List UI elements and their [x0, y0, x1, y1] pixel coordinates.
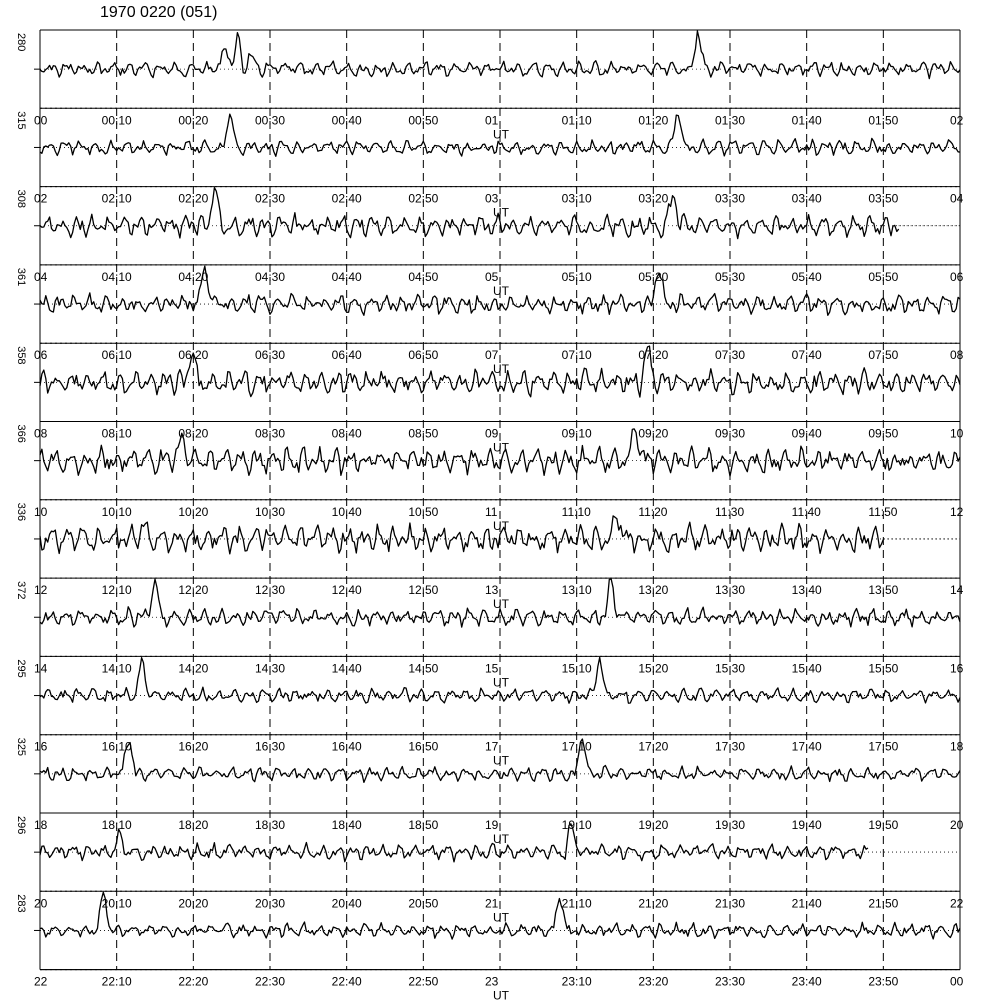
tick-label: 08 — [950, 348, 964, 363]
tick-label: 12 — [34, 583, 48, 598]
tick-label: 01:40 — [791, 113, 822, 128]
tick-label: 18:20 — [178, 818, 209, 832]
tick-label: 00:20 — [178, 113, 209, 128]
axis-unit-label: UT — [493, 597, 509, 612]
tick-label: 20:10 — [101, 896, 132, 911]
tick-label: 07:10 — [561, 348, 592, 363]
tick-label: 22:50 — [408, 974, 439, 989]
tick-label: 09:40 — [791, 426, 822, 441]
tick-label: 03:20 — [638, 191, 669, 206]
tick-label: 21:40 — [791, 896, 822, 911]
tick-label: 15:20 — [638, 661, 669, 676]
tick-label: 14:30 — [255, 661, 286, 676]
tick-label: 16 — [34, 739, 48, 754]
tick-label: 18:40 — [331, 818, 362, 832]
tick-label: 06 — [34, 348, 48, 363]
axis-unit-label: UT — [493, 988, 509, 1000]
tick-label: 03:40 — [791, 191, 822, 206]
tick-label: 23:10 — [561, 974, 592, 989]
row-label: 358 — [15, 346, 27, 365]
row-label: 336 — [15, 502, 27, 522]
tick-label: 23:20 — [638, 974, 669, 989]
tick-label: 19:30 — [715, 818, 746, 832]
tick-label: 07:20 — [638, 348, 669, 363]
tick-label: 20:20 — [178, 896, 209, 911]
tick-label: 22 — [34, 974, 48, 989]
row-label: 315 — [15, 111, 27, 130]
tick-label: 11:30 — [715, 504, 745, 519]
tick-label: 01:30 — [715, 113, 746, 128]
tick-label: 11:20 — [638, 504, 668, 519]
tick-label: 05:50 — [868, 269, 899, 284]
row-label: 280 — [15, 33, 27, 52]
tick-label: 00:50 — [408, 113, 439, 128]
tick-label: 00:30 — [255, 113, 286, 128]
tick-label: 03:30 — [715, 191, 746, 206]
tick-label: 22:20 — [178, 974, 209, 989]
tick-label: 17:30 — [715, 739, 746, 754]
tick-label: 08:30 — [255, 426, 286, 441]
tick-label: 21:50 — [868, 896, 899, 911]
tick-label: 05:20 — [638, 269, 669, 284]
tick-label: 02:10 — [101, 191, 132, 206]
tick-label: 08:20 — [178, 426, 209, 441]
tick-label: 15:40 — [791, 661, 822, 676]
tick-label: 16:20 — [178, 739, 209, 754]
tick-label: 12:50 — [408, 583, 439, 598]
tick-label: 13:40 — [791, 583, 822, 598]
tick-label: 23 — [485, 974, 499, 989]
tick-label: 04 — [950, 191, 964, 206]
axis-unit-label: UT — [493, 832, 509, 846]
tick-label: 10:30 — [255, 504, 286, 519]
tick-label: 09:10 — [561, 426, 592, 441]
tick-label: 12:10 — [101, 583, 132, 598]
axis-unit-label: UT — [493, 753, 509, 768]
tick-label: 09:30 — [715, 426, 746, 441]
tick-label: 10:10 — [101, 504, 132, 519]
tick-label: 15 — [485, 661, 499, 676]
tick-label: 13:10 — [561, 583, 592, 598]
tick-label: 10 — [34, 504, 48, 519]
tick-label: 14:50 — [408, 661, 439, 676]
tick-label: 02:20 — [178, 191, 209, 206]
tick-label: 10:40 — [331, 504, 362, 519]
tick-label: 02 — [950, 113, 964, 128]
tick-label: 11:50 — [868, 504, 898, 519]
tick-label: 21 — [485, 896, 499, 911]
tick-label: 01:20 — [638, 113, 669, 128]
tick-label: 09:20 — [638, 426, 669, 441]
tick-label: 10 — [950, 426, 964, 441]
tick-label: 08:50 — [408, 426, 439, 441]
tick-label: 04 — [34, 269, 48, 284]
tick-label: 18:50 — [408, 818, 439, 832]
tick-label: 01:10 — [561, 113, 592, 128]
tick-label: 16:50 — [408, 739, 439, 754]
tick-label: 20:30 — [255, 896, 286, 911]
tick-label: 06:30 — [255, 348, 286, 363]
tick-label: 02:30 — [255, 191, 286, 206]
tick-label: 19 — [485, 818, 499, 832]
axis-unit-label: UT — [493, 440, 509, 455]
tick-label: 16:40 — [331, 739, 362, 754]
tick-label: 14:20 — [178, 661, 209, 676]
tick-label: 04:40 — [331, 269, 362, 284]
tick-label: 13 — [485, 583, 499, 598]
tick-label: 07 — [485, 348, 499, 363]
tick-label: 00 — [34, 113, 48, 128]
tick-label: 11 — [485, 504, 498, 519]
tick-label: 15:10 — [561, 661, 592, 676]
tick-label: 21:30 — [715, 896, 746, 911]
tick-label: 00:10 — [101, 113, 132, 128]
tick-label: 21:20 — [638, 896, 669, 911]
tick-label: 12 — [950, 504, 964, 519]
tick-label: 06:20 — [178, 348, 209, 363]
tick-label: 04:30 — [255, 269, 286, 284]
tick-label: 07:50 — [868, 348, 899, 363]
tick-label: 16:30 — [255, 739, 286, 754]
tick-label: 06:10 — [101, 348, 132, 363]
tick-label: 16:10 — [101, 739, 132, 754]
tick-label: 11:10 — [561, 504, 591, 519]
tick-label: 02 — [34, 191, 48, 206]
tick-label: 07:40 — [791, 348, 822, 363]
tick-label: 08 — [34, 426, 48, 441]
axis-unit-label: UT — [493, 910, 509, 925]
tick-label: 10:50 — [408, 504, 439, 519]
tick-label: 14:10 — [101, 661, 132, 676]
tick-label: 03:10 — [561, 191, 592, 206]
tick-label: 19:50 — [868, 818, 899, 832]
row-label: 308 — [15, 189, 27, 208]
row-label: 372 — [15, 581, 27, 600]
tick-label: 16 — [950, 661, 964, 676]
tick-label: 06:40 — [331, 348, 362, 363]
axis-unit-label: UT — [493, 127, 509, 142]
tick-label: 18 — [34, 818, 48, 832]
tick-label: 20:40 — [331, 896, 362, 911]
tick-label: 04:20 — [178, 269, 209, 284]
tick-label: 02:50 — [408, 191, 439, 206]
row-label: 361 — [15, 267, 27, 287]
tick-label: 05:10 — [561, 269, 592, 284]
tick-label: 11:40 — [791, 504, 821, 519]
tick-label: 22:40 — [331, 974, 362, 989]
row-label: 295 — [15, 659, 27, 678]
tick-label: 13:20 — [638, 583, 669, 598]
tick-label: 12:20 — [178, 583, 209, 598]
axis-unit-label: UT — [493, 362, 509, 377]
tick-label: 15:50 — [868, 661, 899, 676]
tick-label: 12:40 — [331, 583, 362, 598]
tick-label: 03:50 — [868, 191, 899, 206]
tick-label: 08:40 — [331, 426, 362, 441]
tick-label: 17:50 — [868, 739, 899, 754]
seismogram-trace — [40, 516, 883, 554]
tick-label: 15:30 — [715, 661, 746, 676]
tick-label: 02:40 — [331, 191, 362, 206]
tick-label: 17:20 — [638, 739, 669, 754]
tick-label: 09:50 — [868, 426, 899, 441]
axis-unit-label: UT — [493, 205, 509, 220]
tick-label: 05:30 — [715, 269, 746, 284]
tick-label: 20 — [950, 818, 964, 832]
tick-label: 21:10 — [561, 896, 592, 911]
tick-label: 13:50 — [868, 583, 899, 598]
tick-label: 07:30 — [715, 348, 746, 363]
tick-label: 05 — [485, 269, 499, 284]
tick-label: 19:40 — [791, 818, 822, 832]
tick-label: 12:30 — [255, 583, 286, 598]
row-label: 296 — [15, 816, 27, 835]
tick-label: 09 — [485, 426, 499, 441]
tick-label: 19:10 — [561, 818, 592, 832]
tick-label: 05:40 — [791, 269, 822, 284]
tick-label: 18 — [950, 739, 964, 754]
tick-label: 18:30 — [255, 818, 286, 832]
tick-label: 06:50 — [408, 348, 439, 363]
axis-unit-label: UT — [493, 675, 509, 690]
tick-label: 08:10 — [101, 426, 132, 441]
tick-label: 00 — [950, 974, 964, 989]
tick-label: 18:10 — [101, 818, 132, 832]
tick-label: 14:40 — [331, 661, 362, 676]
tick-label: 19:20 — [638, 818, 669, 832]
seismogram-trace — [40, 188, 899, 239]
axis-unit-label: UT — [493, 283, 509, 298]
tick-label: 23:30 — [715, 974, 746, 989]
row-label: 366 — [15, 424, 27, 443]
tick-label: 10:20 — [178, 504, 209, 519]
row-label: 283 — [15, 894, 27, 913]
tick-label: 22:30 — [255, 974, 286, 989]
tick-label: 13:30 — [715, 583, 746, 598]
tick-label: 20:50 — [408, 896, 439, 911]
tick-label: 23:40 — [791, 974, 822, 989]
tick-label: 14 — [34, 661, 48, 676]
tick-label: 22 — [950, 896, 964, 911]
tick-label: 03 — [485, 191, 499, 206]
chart-title: 1970 0220 (051) — [100, 4, 218, 21]
tick-label: 14 — [950, 583, 964, 598]
tick-label: 01:50 — [868, 113, 899, 128]
tick-label: 06 — [950, 269, 964, 284]
tick-label: 01 — [485, 113, 499, 128]
tick-label: 00:40 — [331, 113, 362, 128]
tick-label: 20 — [34, 896, 48, 911]
tick-label: 22:10 — [101, 974, 132, 989]
tick-label: 04:50 — [408, 269, 439, 284]
tick-label: 17:10 — [561, 739, 592, 754]
row-label: 325 — [15, 737, 27, 757]
axis-unit-label: UT — [493, 518, 509, 533]
tick-label: 23:50 — [868, 974, 899, 989]
tick-label: 04:10 — [101, 269, 132, 284]
tick-label: 17:40 — [791, 739, 822, 754]
tick-label: 17 — [485, 739, 499, 754]
